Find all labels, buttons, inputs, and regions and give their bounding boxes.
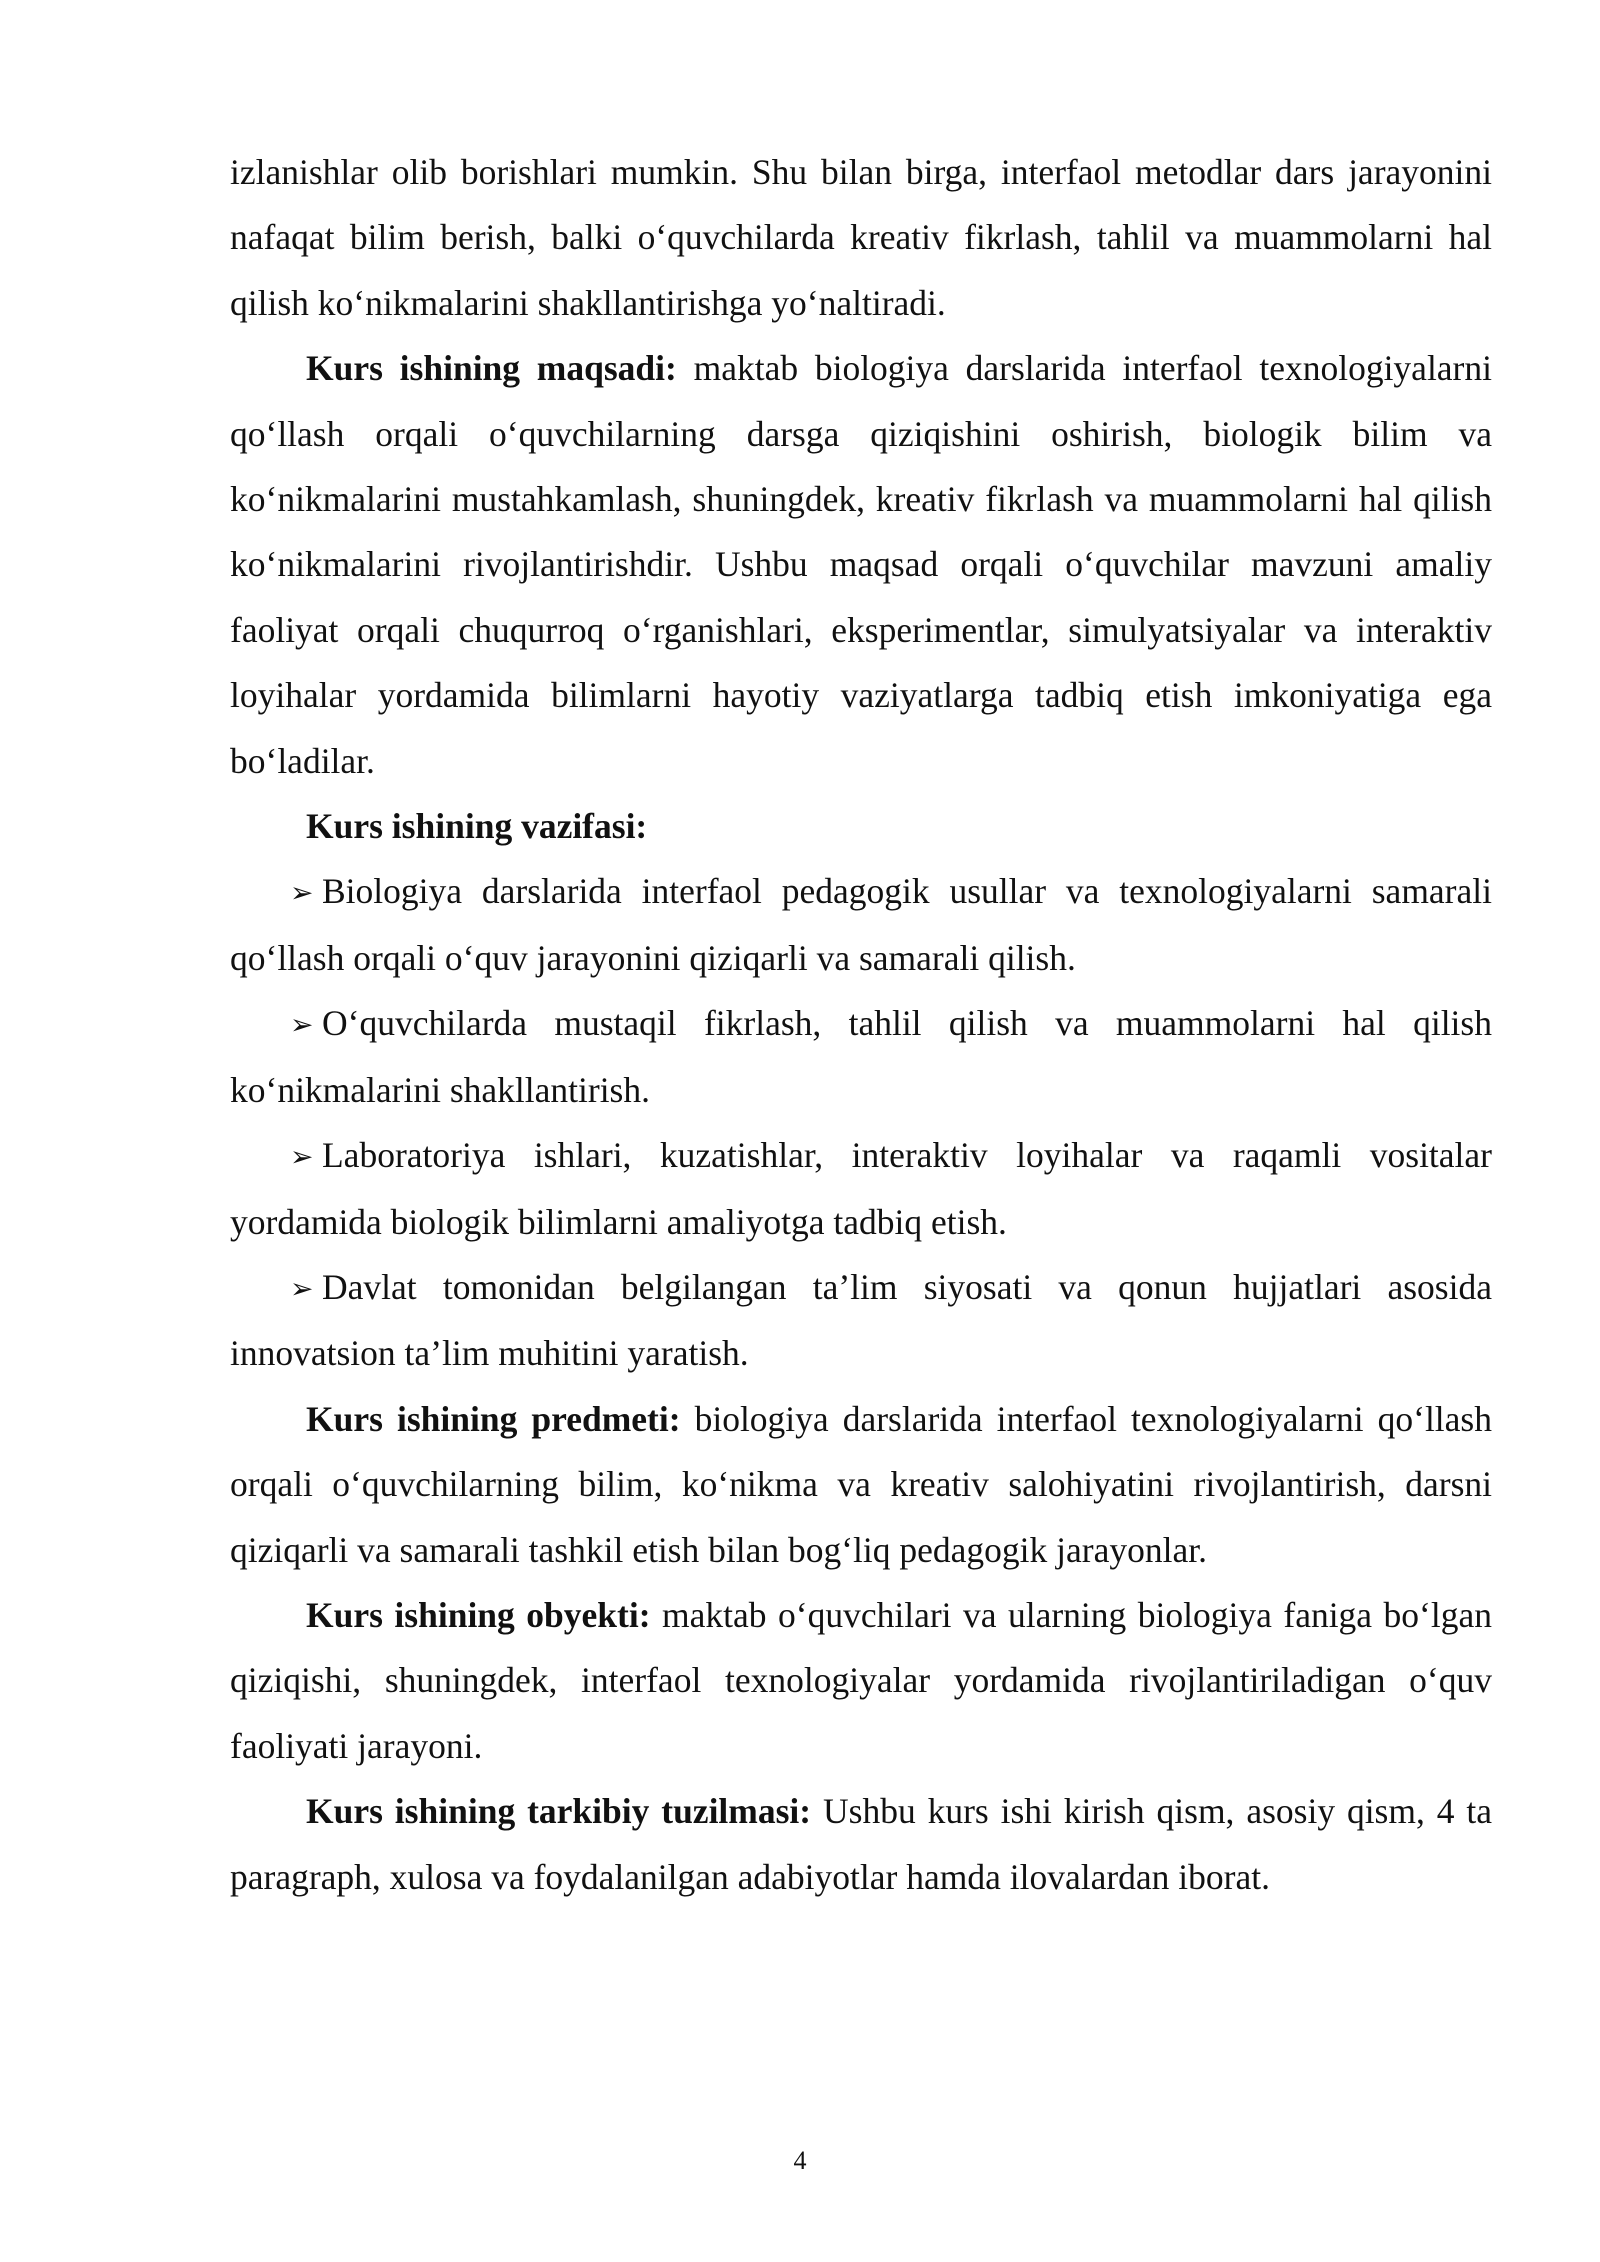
- tasks-heading-paragraph: [230, 794, 1492, 859]
- task-item: [230, 1255, 1492, 1387]
- structure-text: Ushbu kurs ishi kirish qism, asosiy qism, 4 ta paragraph, xulosa va foydalanilgan adabiyotlar hamda ilovalardan iborat.: [230, 1791, 1492, 1897]
- intro-paragraph: izlanishlar olib borishlari mumkin. Shu bilan birga, interfaol metodlar dars jarayonini nafaqat bilim berish, balki o‘quvchilarda kreativ fikrlash, tahlil va muammolarni hal qilish ko‘nikmalarini shakllantirishga yo‘naltiradi.: [230, 152, 1492, 323]
- purpose-heading: Kurs ishining maqsadi:: [306, 348, 677, 389]
- object-paragraph: [230, 1583, 1492, 1779]
- structure-heading: Kurs ishining tarkibiy tuzilmasi:: [306, 1791, 812, 1832]
- task-item-text: Laboratoriya ishlari, kuzatishlar, interaktiv loyihalar va raqamli vositalar yordamida biologik bilimlarni amaliyotga tadbiq etish.: [230, 1135, 1492, 1242]
- arrow-bullet-icon: ➢: [290, 1140, 314, 1174]
- arrow-bullet-icon: ➢: [290, 1271, 314, 1305]
- structure-paragraph: [230, 1779, 1492, 1910]
- task-item-text: O‘quvchilarda mustaqil fikrlash, tahlil qilish va muammolarni hal qilish ko‘nikmalarini shakllantirish.: [230, 1003, 1492, 1110]
- task-item: [230, 1123, 1492, 1255]
- purpose-text: maktab biologiya darslarida interfaol texnologiyalarni qo‘llash orqali o‘quvchilarning darsga qiziqishini oshirish, biologik bilim va ko‘nikmalarini mustahkamlash, shuningdek, kreativ fikrlash va muammolarni hal qilish ko‘nikmalarini rivojlantirishdir. Ushbu maqsad orqali o‘quvchilar mavzuni amaliy faoliyat orqali chuqurroq o‘rganishlari, eksperimentlar, simulyatsiyalar va interaktiv loyihalar yordamida bilimlarni hayotiy vaziyatlarga tadbiq etish imkoniyatiga ega bo‘ladilar.: [230, 348, 1492, 781]
- object-heading: Kurs ishining obyekti:: [306, 1594, 651, 1635]
- subject-paragraph: [230, 1387, 1492, 1583]
- object-text: maktab o‘quvchilari va ularning biologiya faniga bo‘lgan qiziqishi, shuningdek, interfaol texnologiyalar yordamida rivojlantiriladigan o‘quv faoliyati jarayoni.: [230, 1594, 1492, 1766]
- subject-text: biologiya darslarida interfaol texnologiyalarni qo‘llash orqali o‘quvchilarning bilim, ko‘nikma va kreativ salohiyatini rivojlantirish, darsni qiziqarli va samarali tashkil etish bilan bog‘liq pedagogik jarayonlar.: [230, 1398, 1492, 1570]
- subject-heading: Kurs ishining predmeti:: [306, 1398, 681, 1439]
- page-body: [230, 140, 1492, 1910]
- page-number: 4: [793, 2146, 807, 2175]
- task-item: [230, 991, 1492, 1123]
- arrow-bullet-icon: ➢: [290, 1008, 314, 1042]
- task-item-text: Biologiya darslarida interfaol pedagogik usullar va texnologiyalarni samarali qo‘llash orqali o‘quv jarayonini qiziqarli va samarali qilish.: [230, 871, 1492, 978]
- purpose-paragraph: [230, 336, 1492, 794]
- task-item: [230, 859, 1492, 991]
- arrow-bullet-icon: ➢: [290, 876, 314, 910]
- tasks-heading: Kurs ishining vazifasi:: [306, 806, 648, 847]
- task-item-text: Davlat tomonidan belgilangan ta’lim siyosati va qonun hujjatlari asosida innovatsion ta’lim muhitini yaratish.: [230, 1266, 1492, 1374]
